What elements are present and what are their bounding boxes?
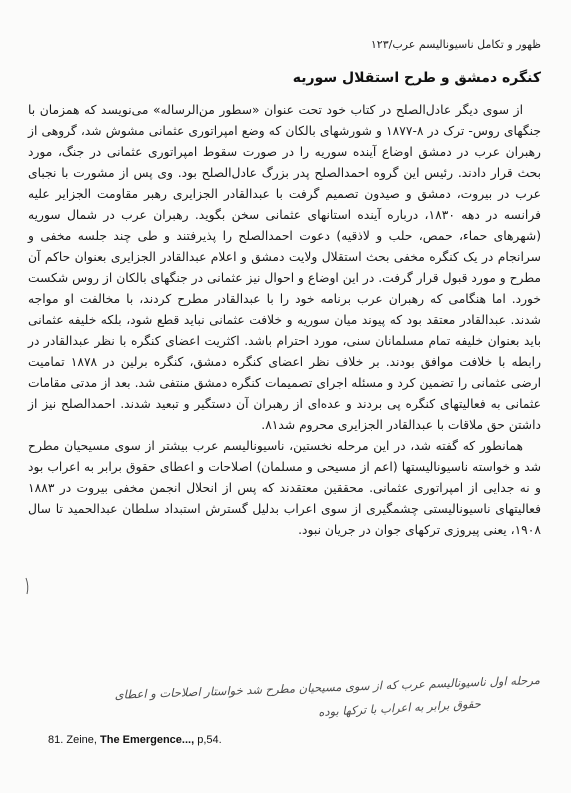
handwritten-note-1: مرحله اول ناسیونالیسم عرب که از سوی مسیحیان مطرح شد خواستار اصلاحات و اعطای: [114, 672, 541, 702]
footnote-number: 81.: [48, 734, 64, 746]
body-text: [28, 100, 541, 541]
footnote-page: p,54.: [197, 734, 222, 746]
footnote: [48, 734, 222, 746]
margin-check-mark-icon: [22, 576, 42, 596]
handwritten-note-2: حقوق برابر به اعراب با ترکها بوده: [317, 696, 482, 720]
paragraph-2: همانطور که گفته شد، در این مرحله نخستین، ناسیونالیسم عرب بیشتر از سوی مسیحیان مطرح شد و خواسته ناسیونالیستها (اعم از مسیحی و مسلمان) اصلاحات و اعطای حقوق برابر به اعراب بود و نه جدایی از امپراتوری عثمانی. محققین معتقدند که پس از انحلال انجمن مخفی بیروت در ۱۸۸۳ فعالیتهای ناسیونالیستی چشمگیری از سوی اعراب بدلیل گسترش استبداد سلطان عبدالحمید تا سال ۱۹۰۸، یعنی پیروزی ترکهای جوان در جریان نبود.: [28, 439, 541, 537]
running-header: ظهور و تکامل ناسیونالیسم عرب/۱۲۳: [370, 38, 541, 51]
paragraph-1: از سوی دیگر عادل‌الصلح در کتاب خود تحت عنوان «سطور من‌الرساله» می‌نویسد که همزمان با جنگهای روس- ترک در ۸-۱۸۷۷ و شورشهای بالکان که وضع امپراتوری عثمانی مشوش شد، گروهی از رهبران عرب در دمشق اوضاع آینده سوریه را در صورت سقوط امپراتوری عثمانی در جنگ، مورد بحث قرار دادند. رئیس این گروه احمدالصلح پدر بزرگ عادل‌الصلح بود. وی پس از مشورت با نجبای عرب در بیروت، دمشق و صیدون تصمیم گرفت با عبدالقادر الجزایری رهبر مقاومت الجزایر علیه فرانسه در دهه ۱۸۳۰، درباره آینده استانهای عثمانی سخن بگوید. رهبران عرب در شمال سوریه (شهرهای حماء، حمص، حلب و لاذقیه) دعوت احمدالصلح را پذیرفتند و طی چند جلسه مخفی و سرانجام در یک کنگره مخفی بحث استقلال ولایت دمشق و اعلام عبدالقادر الجزایری بعنوان حاکم آن مطرح و مورد قبول قرار گرفت. در این اوضاع و احوال نیز عثمانی در جنگهای بالکان از روس شکست خورد. اما هنگامی که رهبران عرب برنامه خود را با عبدالقادر مطرح کردند، با مخالفت او مواجه شدند. عبدالقادر معتقد بود که پیوند میان سوریه و خلافت عثمانی نباید قطع شود، بلکه خلیفه عثمانی باید بعنوان خلیفه تمام مسلمانان سنی، مورد احترام باشد. اکثریت اعضای کنگره با نظر عبدالقادر در رابطه با خلافت موافق بودند. بر خلاف نظر اعضای کنگره دمشق، کنگره برلین در ۱۸۷۸ تمامیت ارضی عثمانی را تضمین کرد و مسئله اجرای تصمیمات کنگره دمشق منتفی شد. بعد از مدتی مقامات عثمانی به فعالیتهای کنگره پی بردند و عده‌ای از رهبران آن دستگیر و تبعید شدند. احمدالصلح نیز از داشتن حق ملاقات با عبدالقادر الجزایری محروم شد۸۱.: [28, 103, 542, 432]
footnote-author: Zeine,: [66, 734, 97, 746]
footnote-work-title: The Emergence...,: [100, 734, 195, 746]
section-title: کنگره دمشق و طرح استقلال سوریه: [292, 70, 541, 86]
